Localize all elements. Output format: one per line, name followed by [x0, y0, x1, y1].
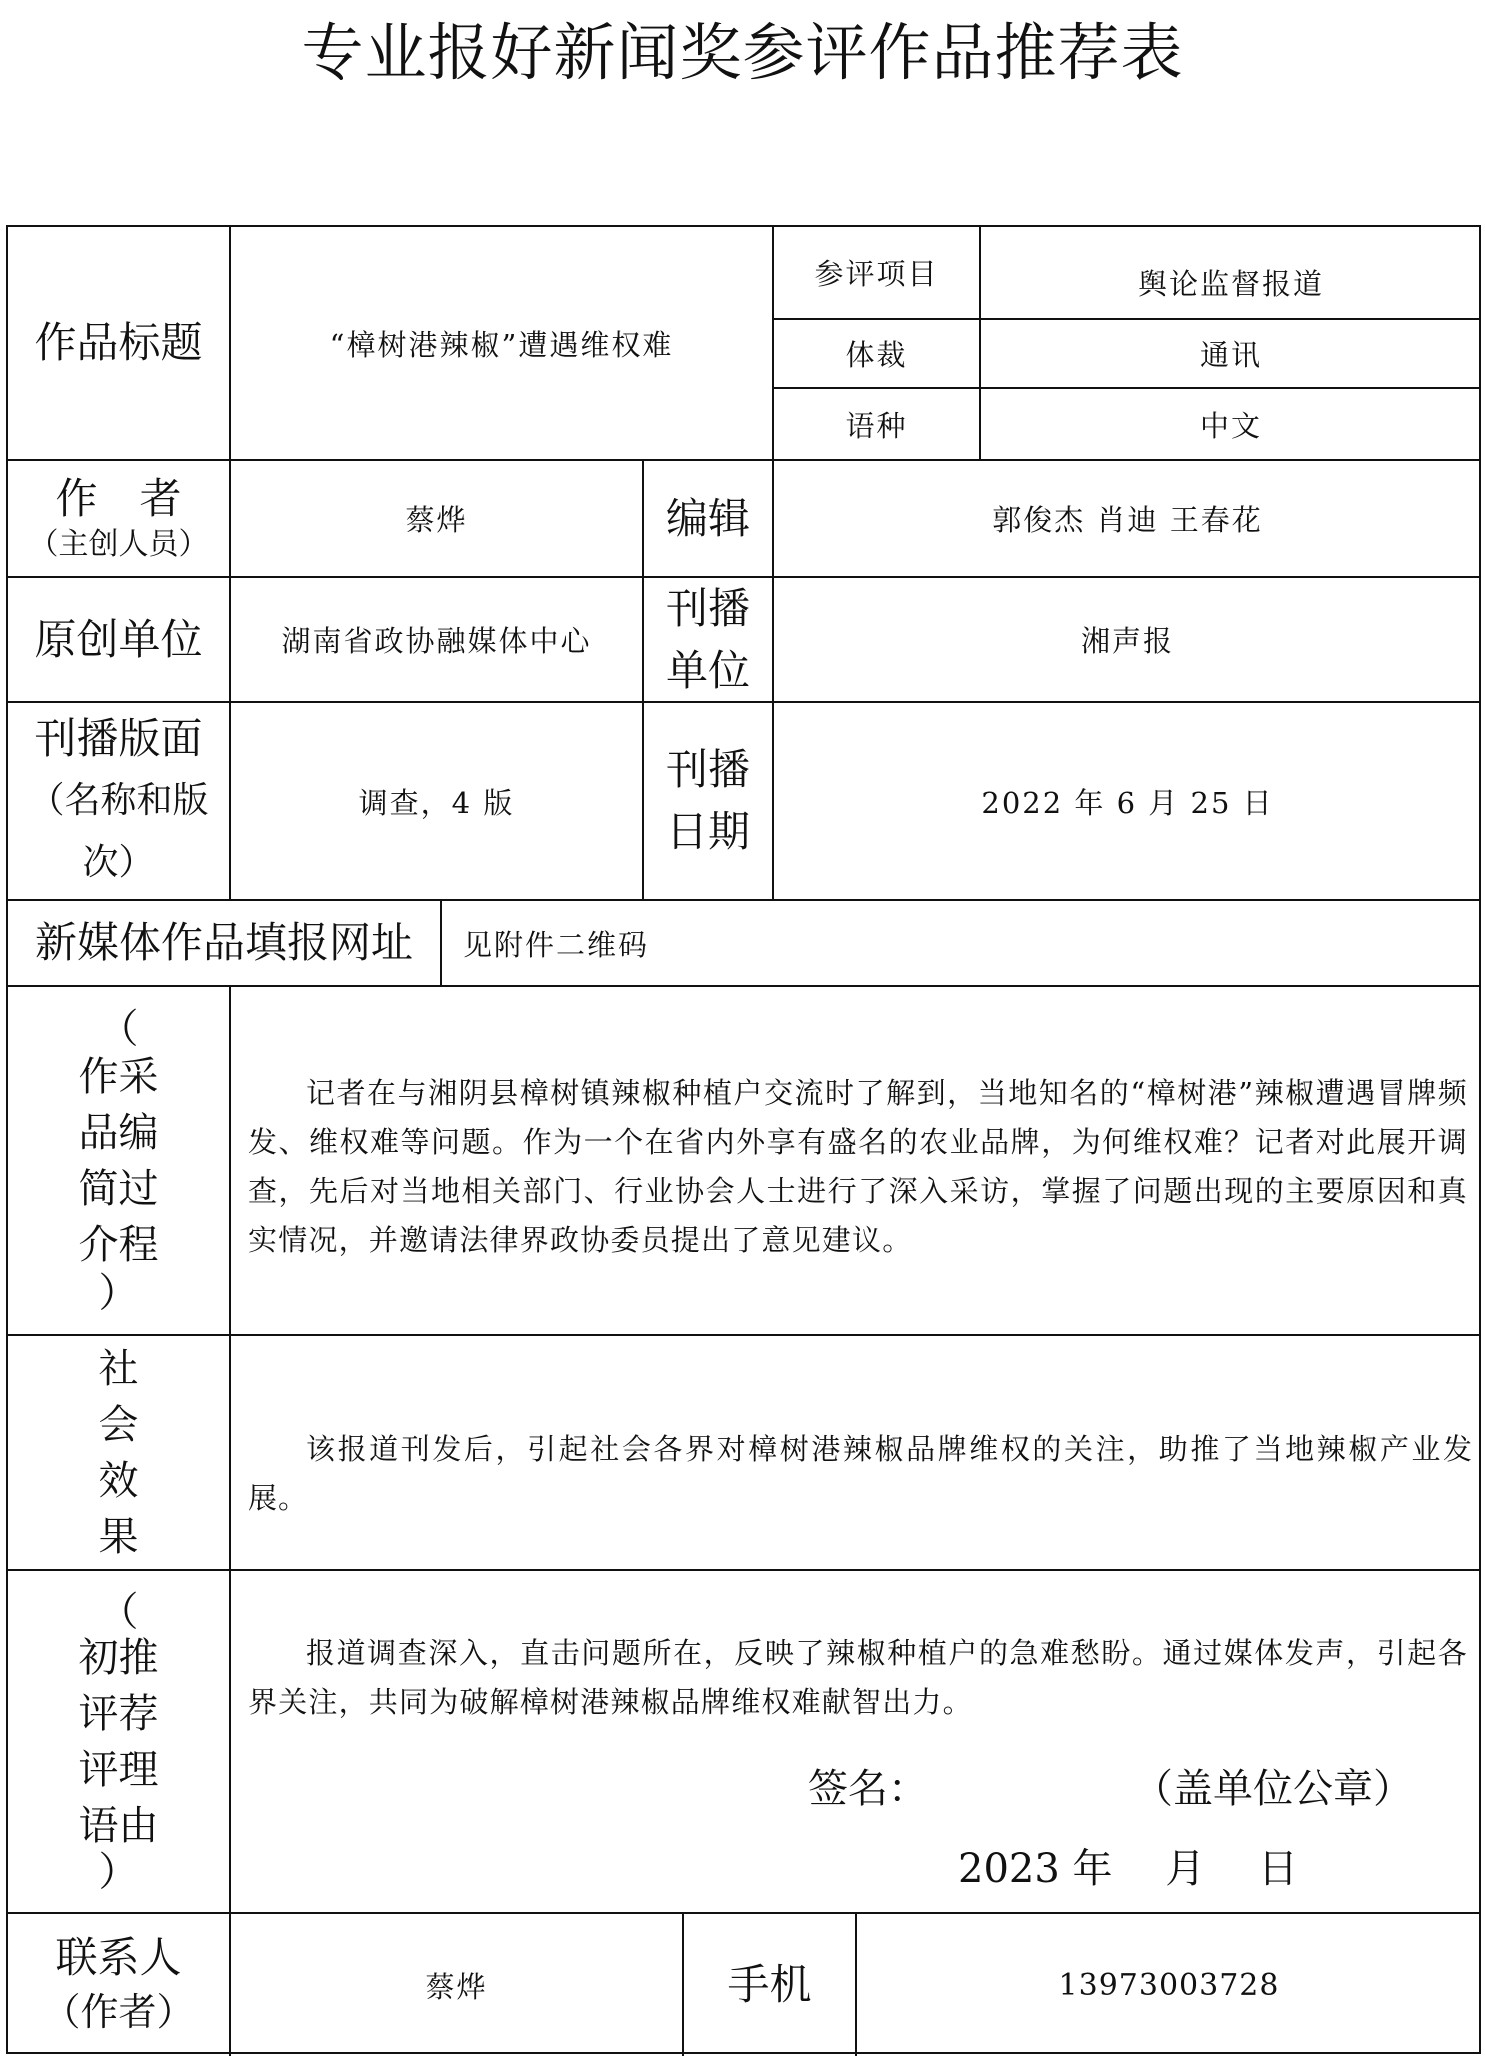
author-label: [8, 461, 229, 576]
social-effect-label: [8, 1336, 229, 1569]
publisher-label: [644, 578, 772, 701]
page-value: 调查，4 版: [358, 785, 515, 820]
origin-unit-value: 湖南省政协融媒体中心: [281, 624, 592, 658]
process-label-line: 介程: [78, 1221, 159, 1268]
page-label-line3: 次）: [82, 842, 155, 883]
publish-date-label-line1: 刊播: [665, 745, 750, 794]
social-effect-label-line: 会: [98, 1401, 139, 1448]
publisher-value: 湘声报: [1080, 624, 1174, 658]
process-label-line: 作采: [78, 1053, 159, 1100]
author-value: 蔡烨: [405, 503, 468, 537]
recommendation-form: [6, 225, 1481, 2054]
process-label-line: 简过: [78, 1165, 159, 1212]
page-label: [8, 703, 229, 899]
language-label: 语种: [845, 408, 908, 443]
process-label-line: 品编: [78, 1109, 159, 1156]
signature-label: 签名：: [808, 1766, 928, 1812]
contact-value: 蔡烨: [425, 1969, 488, 2004]
social-effect-text: 该报道刊发后，引起社会各界对樟树港辣椒品牌维权的关注，助推了当地辣椒产业发展。: [248, 1432, 1473, 1515]
process-label: [8, 987, 229, 1334]
origin-unit-label: 原创单位: [34, 614, 203, 664]
phone-label: 手机: [727, 1960, 812, 2009]
page-label-line2: （名称和版: [28, 780, 209, 821]
editor-value: 郭俊杰 肖迪 王春花: [992, 503, 1263, 537]
social-effect-label-line: 果: [98, 1513, 139, 1560]
page-label-line1: 刊播版面: [34, 714, 203, 763]
genre-value: 通讯: [1199, 338, 1262, 372]
sign-date-line: 2023 年 月 日: [958, 1846, 1298, 1892]
recommendation-reason-label-line: 语由: [78, 1802, 159, 1849]
project-label: 参评项目: [814, 257, 939, 291]
author-label-main: 作 者: [55, 473, 182, 523]
process-label-open: （: [98, 1005, 139, 1052]
recommendation-reason-label-close: ）: [98, 1848, 139, 1895]
new-media-url-label: 新媒体作品填报网址: [34, 918, 413, 967]
process-label-close: ）: [98, 1269, 139, 1316]
new-media-url-value: 见附件二维码: [463, 927, 650, 962]
recommendation-reason-label-line: 评荐: [78, 1690, 159, 1737]
process-text: 记者在与湘阴县樟树镇辣椒种植户交流时了解到，当地知名的“樟树港”辣椒遭遇冒牌频发、维权难等问题。作为一个在省内外享有盛名的农业品牌，为何维权难？记者对此展开调查，先后对当地相关部门、行业协会人士进行了深入采访，掌握了问题出现的主要原因和真实情况，并邀请法律界政协委员提出了意见建议。: [248, 1076, 1468, 1257]
editor-label: 编辑: [665, 493, 750, 543]
publish-date-label: [644, 703, 772, 899]
contact-label-sub: （作者）: [42, 1990, 195, 2034]
recommendation-reason-label-open: （: [98, 1588, 139, 1635]
title-label: 作品标题: [34, 318, 203, 367]
work-title-value: “樟树港辣椒”遭遇维权难: [329, 327, 674, 362]
author-label-sub: （主创人员）: [28, 526, 209, 562]
col-divider: [440, 899, 442, 985]
recommendation-reason-label-line: 初推: [78, 1634, 159, 1681]
contact-label: [8, 1914, 229, 2056]
phone-value: 13973003728: [1058, 1967, 1280, 2003]
contact-label-main: 联系人: [55, 1933, 182, 1982]
publish-date-value: 2022 年 6 月 25 日: [981, 785, 1274, 820]
document-title: 专业报好新闻奖参评作品推荐表: [301, 16, 1184, 89]
recommendation-reason-label-line: 评理: [78, 1746, 159, 1793]
seal-label: （盖单位公章）: [1133, 1766, 1413, 1812]
language-value: 中文: [1199, 408, 1262, 443]
recommendation-reason-label: [8, 1571, 229, 1912]
recommendation-reason-text: 报道调查深入，直击问题所在，反映了辣椒种植户的急难愁盼。通过媒体发声，引起各界关注，共同为破解樟树港辣椒品牌维权难献智出力。: [248, 1636, 1468, 1719]
publisher-label-line1: 刊播: [665, 583, 750, 633]
social-effect-label-line: 效: [98, 1457, 139, 1504]
col-divider: [229, 985, 231, 1912]
publisher-label-line2: 单位: [665, 645, 750, 695]
publish-date-label-line2: 日期: [665, 807, 750, 856]
social-effect-label-line: 社: [98, 1345, 139, 1392]
project-value: 舆论监督报道: [1137, 267, 1324, 301]
genre-label: 体裁: [845, 338, 908, 372]
